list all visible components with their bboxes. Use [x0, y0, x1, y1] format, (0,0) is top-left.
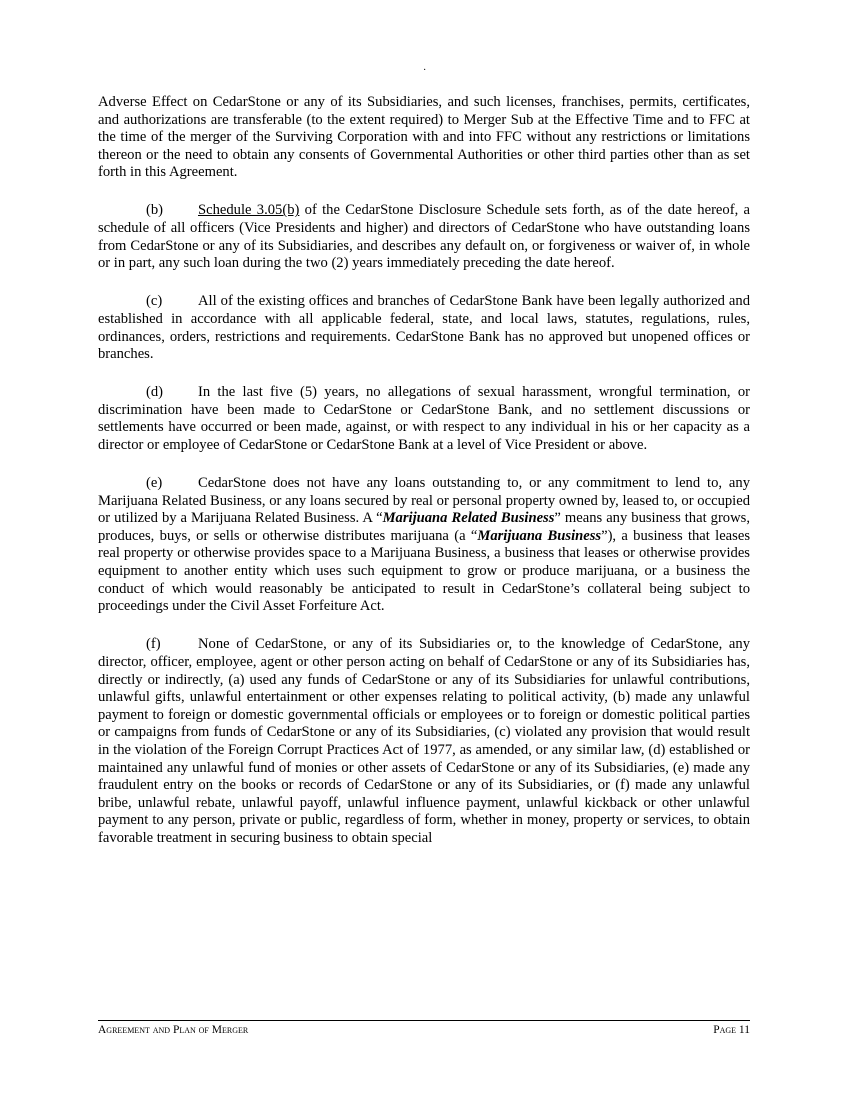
section-e-text-3: ”), a business that leases real property or otherwise provides space to a Marijuana Business, a business that leases or otherwise provides equipment to another entity which uses such equipment to grow or produce marijuana, or a business the conduct of which would reasonably be anticipated to result in CedarStone’s collateral being subject to proceedings under the Civil Asset Forfeiture Act.: [98, 527, 751, 615]
section-f-paragraph: [98, 636, 750, 847]
section-f-label: (f): [146, 636, 161, 653]
section-b-paragraph: [98, 202, 750, 272]
section-c-text: All of the existing offices and branches of CedarStone Bank have been legally authorized and established in accordance with all applicable federal, state, and local laws, statutes, regulations, rules, ordinances, orders, restrictions and requirements. CedarStone Bank has no approved but unopened offices or branches.: [98, 293, 750, 363]
defined-term-marijuana-business: Marijuana Business: [477, 527, 602, 544]
defined-term-marijuana-related-business: Marijuana Related Business: [382, 510, 555, 527]
section-f-text: None of CedarStone, or any of its Subsidiaries or, to the knowledge of CedarStone, any director, officer, employee, agent or other person acting on behalf of CedarStone or any of its Subsidiaries has, directly or indirectly, (a) used any funds of CedarStone or any of its Subsidiaries for unlawful contributions, unlawful gifts, unlawful entertainment or other expenses relating to political activity, (b) made any unlawful payment to foreign or domestic governmental officials or employees or to foreign or domestic political parties or campaigns from funds of CedarStone or any of its Subsidiaries, (c) violated any provision that would result in the violation of the Foreign Corrupt Practices Act of 1977, as amended, or any similar law, (d) established or maintained any unlawful fund of monies or other assets of CedarStone or any of its Subsidiaries, (e) made any fraudulent entry on the books or records of CedarStone or any of its Subsidiaries, or (f) made any unlawful bribe, unlawful rebate, unlawful payoff, unlawful influence payment, unlawful kickback or other unlawful payment to any person, private or public, regardless of form, whether in money, property or services, to obtain favorable treatment in securing business to obtain special: [98, 636, 750, 846]
document-body: [98, 94, 750, 868]
section-d-paragraph: [98, 384, 750, 454]
section-e-label: (e): [146, 475, 163, 492]
footer-rule: [98, 1020, 750, 1021]
section-c-paragraph: [98, 293, 750, 363]
section-b-text: of the CedarStone Disclosure Schedule sets forth, as of the date hereof, a schedule of all officers (Vice Presidents and higher) and directors of CedarStone who have outstanding loans from CedarStone or any of its Subsidiaries, and describes any default on, or forgiveness or waiver of, in whole or in part, any such loan during the two (2) years immediately preceding the date hereof.: [98, 202, 750, 272]
footer-document-title: Agreement and Plan of Merger: [98, 1024, 249, 1036]
section-b-label: (b): [146, 202, 164, 219]
section-e-text-2: ” means any business that grows, produces, buys, or sells or otherwise distributes marijuana (a “: [98, 510, 750, 544]
header-mark: ·: [423, 65, 427, 76]
page-footer: [98, 1023, 750, 1037]
section-e-paragraph: [98, 475, 750, 616]
section-d-label: (d): [146, 384, 164, 401]
footer-page-number: Page 11: [713, 1024, 750, 1036]
opening-paragraph: Adverse Effect on CedarStone or any of its Subsidiaries, and such licenses, franchises, permits, certificates, and authorizations are transferable (to the extent required) to Merger Sub at the Effective Time and to FFC at the time of the merger of the Surviving Corporation with and into FFC without any restrictions or limitations thereon or the need to obtain any consents of Governmental Authorities or other third parties other than as set forth in this Agreement.: [98, 94, 750, 181]
section-c-label: (c): [146, 293, 163, 310]
schedule-3-05b-reference: Schedule 3.05(b): [198, 202, 300, 219]
section-d-text: In the last five (5) years, no allegations of sexual harassment, wrongful termination, or discrimination have been made to CedarStone or CedarStone Bank, and no settlement discussions or settlements have occurred or been made, against, or with respect to any individual in his or her capacity as a director or employee of CedarStone or CedarStone Bank at a level of Vice President or above.: [98, 384, 750, 453]
section-e-text-1: CedarStone does not have any loans outstanding to, or any commitment to lend to, any Marijuana Related Business, or any loans secured by real or personal property owned by, leased to, or occupied or utilized by a Marijuana Related Business. A “: [98, 475, 750, 527]
